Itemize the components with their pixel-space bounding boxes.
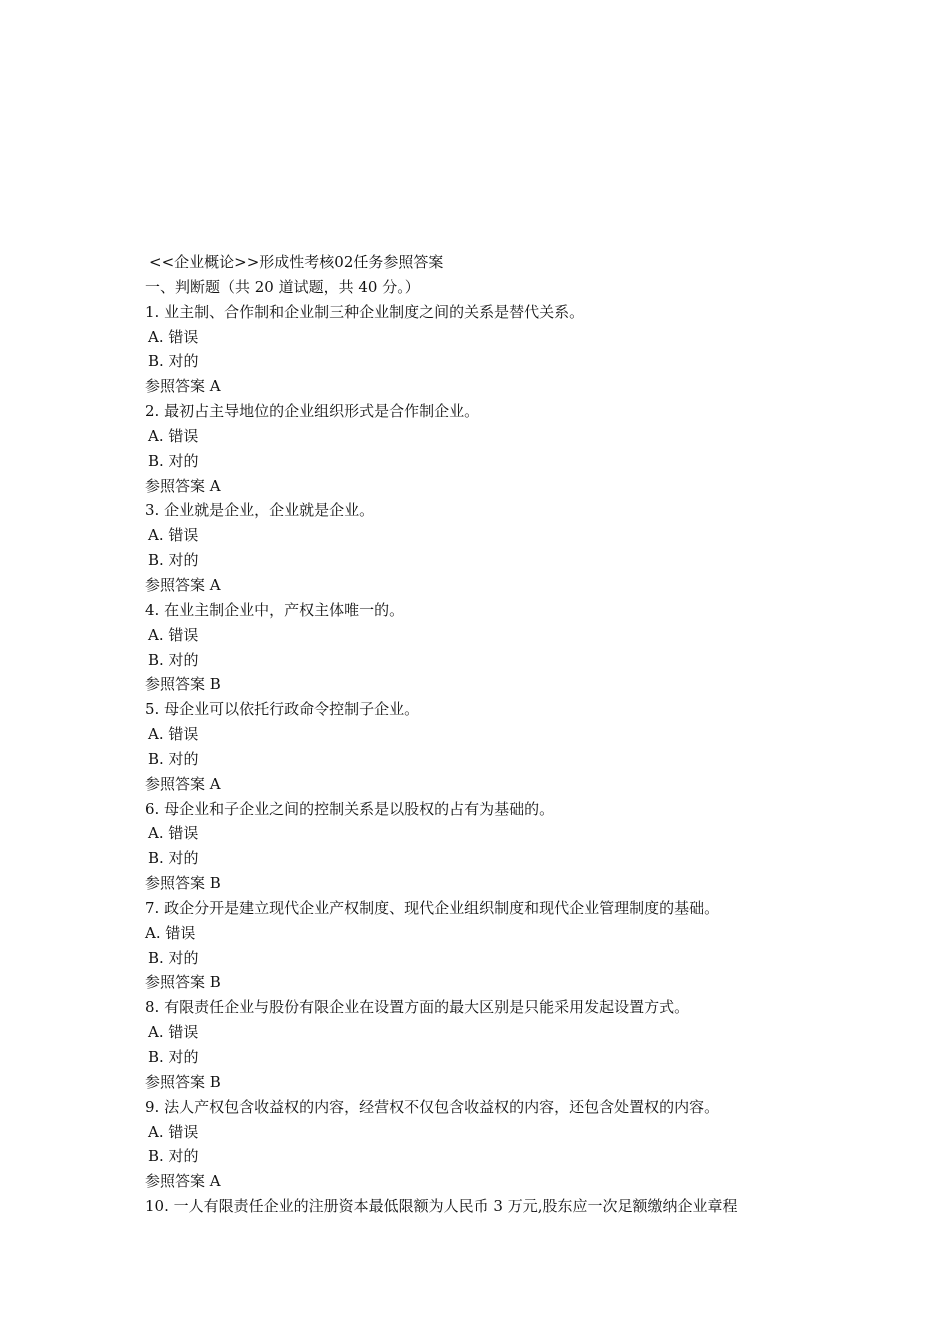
- reference-answer: 参照答案 A: [145, 774, 221, 793]
- question-text: 7. 政企分开是建立现代企业产权制度、现代企业组织制度和现代企业管理制度的基础。: [145, 898, 720, 917]
- document-body: [145, 250, 825, 1219]
- option-a: A. 错误: [148, 1122, 199, 1141]
- document-title: <<企业概论>>形成性考核02任务参照答案: [149, 253, 444, 271]
- question-text: 8. 有限责任企业与股份有限企业在设置方面的最大区别是只能采用发起设置方式。: [145, 998, 690, 1017]
- reference-answer: 参照答案 A: [145, 575, 221, 594]
- option-b: B. 对的: [148, 1147, 199, 1166]
- question-text: 1. 业主制、合作制和企业制三种企业制度之间的关系是替代关系。: [145, 302, 585, 321]
- option-b: B. 对的: [148, 551, 199, 570]
- option-a: A. 错误: [148, 1023, 199, 1042]
- question-text: 3. 企业就是企业，企业就是企业。: [145, 501, 375, 520]
- option-a: A. 错误: [148, 725, 199, 744]
- question-text: 2. 最初占主导地位的企业组织形式是合作制企业。: [145, 402, 480, 421]
- question-text: 10. 一人有限责任企业的注册资本最低限额为人民币 3 万元,股东应一次足额缴纳企业章程: [145, 1197, 738, 1216]
- option-a: A. 错误: [148, 625, 199, 644]
- option-b: B. 对的: [148, 849, 199, 868]
- option-b: B. 对的: [148, 352, 199, 371]
- option-b: B. 对的: [148, 948, 199, 967]
- section-heading: 一、判断题（共 20 道试题，共 40 分。）: [145, 277, 420, 296]
- reference-answer: 参照答案 A: [145, 476, 221, 495]
- reference-answer: 参照答案 B: [145, 973, 221, 992]
- option-a: A. 错误: [148, 824, 199, 843]
- question-text: 5. 母企业可以依托行政命令控制子企业。: [145, 700, 420, 719]
- reference-answer: 参照答案 B: [145, 675, 221, 694]
- option-b: B. 对的: [148, 650, 199, 669]
- option-a: A. 错误: [148, 327, 199, 346]
- question-text: 6. 母企业和子企业之间的控制关系是以股权的占有为基础的。: [145, 799, 555, 818]
- reference-answer: 参照答案 A: [145, 1172, 221, 1191]
- option-a: A. 错误: [148, 426, 199, 445]
- option-b: B. 对的: [148, 1048, 199, 1066]
- reference-answer: 参照答案 A: [145, 377, 221, 396]
- question-text: 9. 法人产权包含收益权的内容，经营权不仅包含收益权的内容，还包含处置权的内容。: [145, 1097, 720, 1116]
- option-a: A. 错误: [148, 526, 199, 545]
- option-a: A. 错误: [145, 923, 196, 942]
- reference-answer: 参照答案 B: [145, 1072, 221, 1091]
- reference-answer: 参照答案 B: [145, 874, 221, 893]
- option-b: B. 对的: [148, 749, 199, 768]
- question-text: 4. 在业主制企业中，产权主体唯一的。: [145, 600, 405, 619]
- option-b: B. 对的: [148, 451, 199, 470]
